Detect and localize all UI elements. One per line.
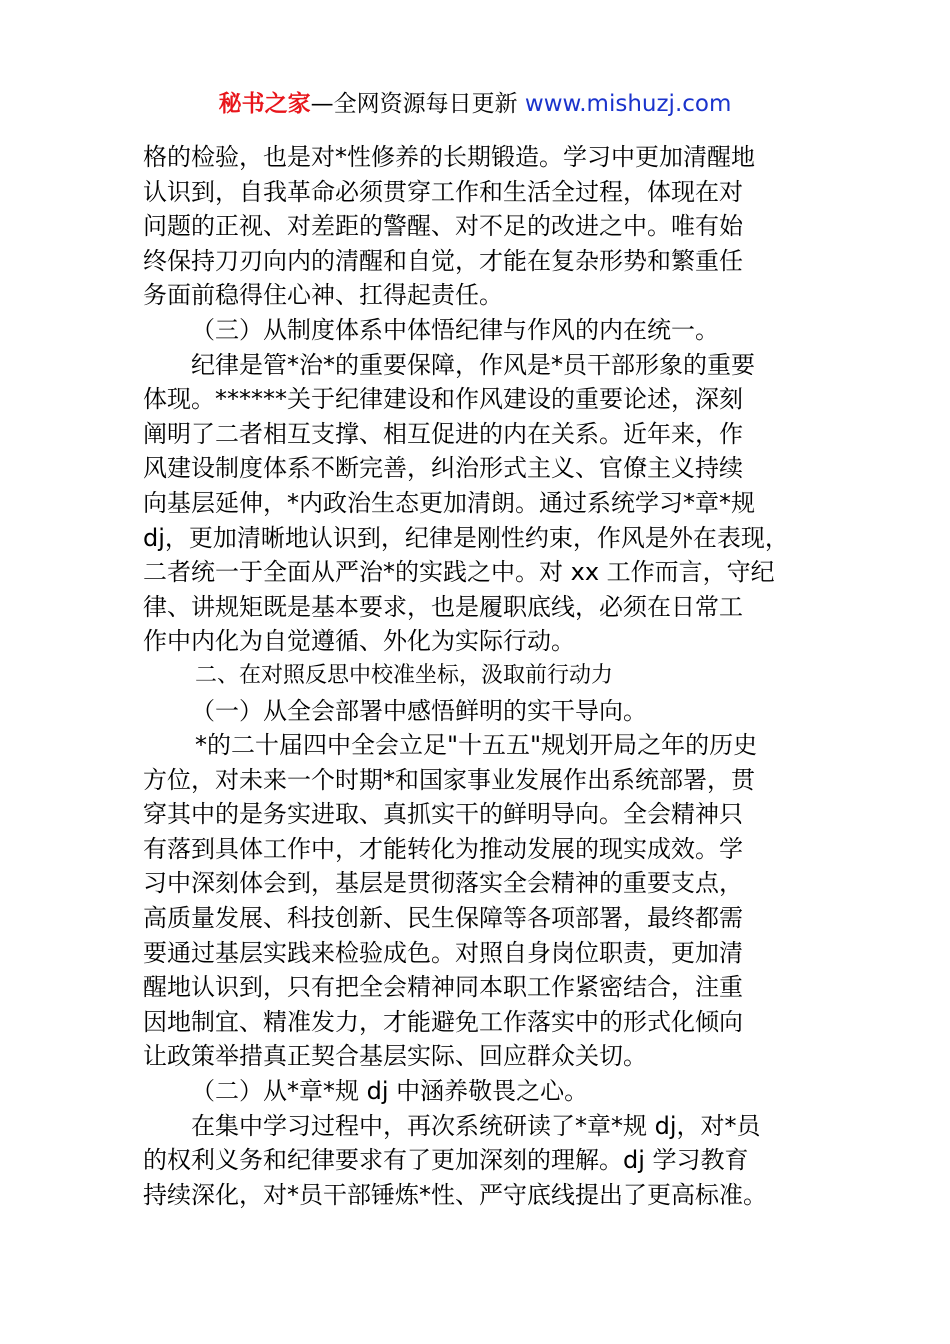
brand-name: 秘书之家 bbox=[218, 91, 311, 117]
header-tagline: —全网资源每日更新 bbox=[310, 91, 525, 117]
paragraph-start: *的二十届四中全会立足"十五五"规划开局之年的历史 bbox=[195, 731, 758, 760]
text-line: dj，更加清晰地认识到，纪律是刚性约束，作风是外在表现， bbox=[143, 523, 789, 552]
document-body bbox=[143, 140, 833, 1212]
text-line: 认识到，自我革命必须贯穿工作和生活全过程，体现在对 bbox=[143, 177, 743, 206]
paragraph-start: 在集中学习过程中，再次系统研读了*章*规 dj，对*员 bbox=[191, 1111, 761, 1140]
text-line: 让政策举措真正契合基层实际、回应群众关切。 bbox=[143, 1042, 647, 1071]
text-line: 习中深刻体会到，基层是贯彻落实全会精神的重要支点， bbox=[143, 869, 743, 898]
text-line: 向基层延伸，*内政治生态更加清朗。通过系统学习*章*规 bbox=[143, 488, 755, 517]
text-line: 律、讲规矩既是基本要求，也是履职底线，必须在日常工 bbox=[143, 592, 743, 621]
site-url-link[interactable]: www.mishuzj.com bbox=[524, 91, 732, 117]
text-line: 有落到具体工作中，才能转化为推动发展的现实成效。学 bbox=[143, 834, 743, 863]
site-header bbox=[0, 88, 950, 120]
text-line: 因地制宜、精准发力，才能避免工作落实中的形式化倾向 bbox=[143, 1007, 743, 1036]
text-line: 务面前稳得住心神、扛得起责任。 bbox=[143, 281, 503, 310]
text-line: 醒地认识到，只有把全会精神同本职工作紧密结合，注重 bbox=[143, 973, 743, 1002]
text-line: 高质量发展、科技创新、民生保障等各项部署，最终都需 bbox=[143, 904, 743, 933]
text-line: 作中内化为自觉遵循、外化为实际行动。 bbox=[143, 627, 575, 656]
paragraph-start: 纪律是管*治*的重要保障，作风是*员干部形象的重要 bbox=[191, 350, 755, 379]
text-line: 穿其中的是务实进取、真抓实干的鲜明导向。全会精神只 bbox=[143, 800, 743, 829]
text-line: 方位，对未来一个时期*和国家事业发展作出系统部署，贯 bbox=[143, 765, 755, 794]
text-line: 体现。******关于纪律建设和作风建设的重要论述，深刻 bbox=[143, 385, 743, 414]
text-line: 要通过基层实践来检验成色。对照自身岗位职责，更加清 bbox=[143, 938, 743, 967]
section-heading-1: （一）从全会部署中感悟鲜明的实干导向。 bbox=[191, 696, 647, 725]
text-line: 问题的正视、对差距的警醒、对不足的改进之中。唯有始 bbox=[143, 212, 743, 241]
text-line: 持续深化，对*员干部锤炼*性、严守底线提出了更高标准。 bbox=[143, 1180, 767, 1209]
section-heading-3: （三）从制度体系中体悟纪律与作风的内在统一。 bbox=[191, 315, 719, 344]
text-line: 终保持刀刃向内的清醒和自觉，才能在复杂形势和繁重任 bbox=[143, 246, 743, 275]
chapter-heading-2: 二、在对照反思中校准坐标，汲取前行动力 bbox=[195, 662, 614, 688]
text-line: 二者统一于全面从严治*的实践之中。对 xx 工作而言，守纪 bbox=[143, 558, 775, 587]
text-line: 风建设制度体系不断完善，纠治形式主义、官僚主义持续 bbox=[143, 454, 743, 483]
text-line: 阐明了二者相互支撑、相互促进的内在关系。近年来，作 bbox=[143, 419, 743, 448]
text-line: 的权利义务和纪律要求有了更加深刻的理解。dj 学习教育 bbox=[143, 1146, 749, 1175]
text-line: 格的检验，也是对*性修养的长期锻造。学习中更加清醒地 bbox=[143, 143, 755, 171]
section-heading-2: （二）从*章*规 dj 中涵养敬畏之心。 bbox=[191, 1077, 589, 1106]
